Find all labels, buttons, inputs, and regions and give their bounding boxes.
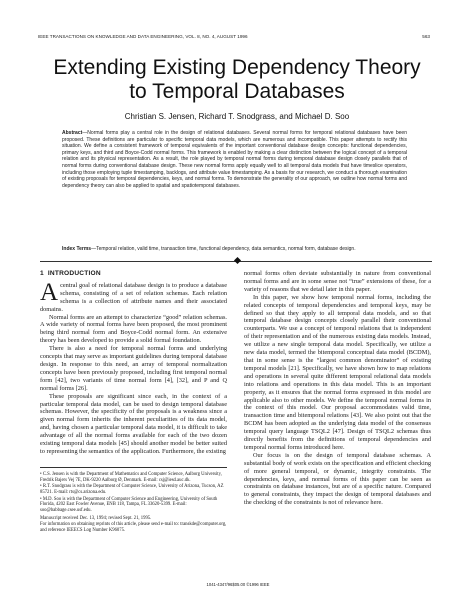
title-line-1: Extending Existing Dependency Theory (53, 56, 421, 79)
intro-paragraph-1 (40, 278, 227, 314)
manuscript-dates: Manuscript received Dec. 13, 1994; revised Sept. 21, 1995. (40, 515, 152, 521)
index-terms (62, 246, 407, 253)
index-terms-text: —Temporal relation, valid time, transaction time, functional dependency, data semantics, normal form, database design. (91, 246, 356, 252)
abstract-label: Abstract (62, 130, 83, 136)
section-number: 1 (40, 270, 44, 277)
page-number: 563 (422, 34, 430, 39)
footnote-jensen: • C.S. Jensen is with the Department of Mathematics and Computer Science, Aalborg University, Fredrik Bajers Vej 7E, DK-9220 Aalborg Ø, Denmark. E-mail: csj@iesd.auc.dk. (40, 472, 222, 483)
journal-header: IEEE TRANSACTIONS ON KNOWLEDGE AND DATA ENGINEERING, VOL. 8, NO. 4, AUGUST 1996 (38, 34, 248, 39)
section-title: INTRODUCTION (47, 270, 101, 277)
diamond-ornament-icon (234, 257, 241, 264)
right-column (244, 270, 431, 507)
copyright-code: 1041-4347/96$05.00 ©1996 IEEE (206, 582, 270, 587)
title-line-2: to Temporal Databases (129, 80, 345, 103)
author-footnotes (40, 467, 227, 535)
abstract-text: —Normal forms play a central role in the design of relational databases. Several normal forms for temporal relational databases have been proposed. These definitions are particular to specific temporal data models, which are numerous and incompatible. This paper attempts to rectify this situation. We define a consistent framework of temporal equivalents of the important conventional database design concepts: functional dependencies, primary keys, and third and Boyce-Codd normal forms. This framework is enabled by making a clear distinction between the logical concept of a temporal relation and its physical representation. As a result, the role played by temporal normal forms during temporal database design closely parallels that of normal forms during conventional database design. These new normal forms apply equally well to all temporal data models that have timeslice operators, including those employing tuple timestamping, backlogs, and attribute value timestamping. As a basis for our research, we conduct a thorough examination of existing proposals for temporal dependencies, keys, and normal forms. To demonstrate the generality of our approach, we outline how normal forms and dependency theory can also be applied to spatial and spatiotemporal databases. (62, 130, 407, 189)
right-paragraph-2: In this paper, we show how temporal normal forms, including the related concepts of temporal dependencies and temporal keys, may be defined so that they apply to all temporal data models, and so that temporal database design concepts closely parallel their conventional counterparts. We use a concept of temporal relations that is independent of their representation and of the numerous existing data models. Instead, we utilize a new single temporal data model. Specifically, we utilize a new data model, termed the bitemporal conceptual data model (BCDM), that in some sense is the “largest common denominator” of existing temporal models [21]. Specifically, we have shown how to map relations and operations in several quite different temporal relational data models into relations and operations in this data model. This is an important property, as it ensures that the normal forms expressed in this model are applicable also to other models. We define the temporal normal forms in the context of this model. Our proposal accommodates valid time, transaction time and bitemporal relations [43]. We also point out that the BCDM has been adopted as the underlying data model of the consensus temporal query language TSQL2 [47]. Design of TSQL2 schemas thus directly benefits from the definitions of temporal dependencies and temporal normal forms introduced here. (244, 293, 431, 451)
right-paragraph-3: Our focus is on the design of temporal database schemas. A substantial body of work exists on the specification and efficient checking of more general temporal, or dynamic, integrity constraints. The dependencies, keys, and normal forms of this paper can be seen as constraints on database instances, but are of a specific nature. Compared to general constraints, they impact the design of temporal databases and the checking of the constraints is not of relevance here. (244, 451, 431, 507)
author-list: Christian S. Jensen, Richard T. Snodgrass, and Michael D. Soo (124, 112, 350, 121)
paper-title (0, 56, 474, 104)
intro-paragraph-3: There is also a need for temporal normal forms and underlying concepts that may serve as important guidelines during temporal database design. In response to this need, an array of temporal normalization concepts have been previously proposed, including first temporal normal form [42], two variants of time normal form [4], [32], and P and Q normal forms [26]. (40, 345, 227, 392)
intro-paragraph-2: Normal forms are an attempt to characterize “good” relation schemas. A wide variety of normal forms have been proposed, the most prominent being third normal form and Boyce-Codd normal form. An extensive theory has been developed to provide a solid formal foundation. (40, 313, 227, 345)
reprints-note: For information on obtaining reprints of this article, please send e-mail to: transkde@computer.org, and reference IEEECS Log Number K96075. (40, 522, 227, 533)
right-paragraph-1: normal forms often deviate substantially in nature from conventional normal forms and are in some sense not “true” extensions of these, for a variety of reasons that we detail later in this paper. (244, 270, 431, 293)
footnote-snodgrass: • R.T. Snodgrass is with the Department of Computer Science, University of Arizona, Tucson, AZ 85721. E-mail: rts@cs.arizona.edu. (40, 484, 224, 495)
intro-paragraph-4: These proposals are significant since each, in the context of a particular temporal data model, can be used to design temporal database schemas. However, the specificity of the proposals is a weakness since a given normal form inherits the inherent peculiarities of its data model, and, having chosen a particular temporal data model, it is difficult to take advantage of all the normal forms available for each of the two dozen existing temporal data models [45] should another model be better suited to representing the semantics of the application. Furthermore, the existing (40, 392, 227, 455)
section-heading (40, 270, 227, 278)
abstract (62, 130, 407, 189)
drop-cap: A (40, 278, 59, 306)
intro-paragraph-1-text: central goal of relational database design is to produce a database schema, consisting of a set of relation schemas. Each relation schema is a collection of attribute names and their associated domains. (40, 281, 227, 313)
running-head (38, 34, 430, 39)
left-column (40, 270, 227, 456)
index-terms-label: Index Terms (62, 246, 92, 252)
footnote-soo: • M.D. Soo is with the Department of Computer Science and Engineering, University of South Florida, 4202 East Fowler Avenue, ENB 118, Tampa, FL 33620-5399. E-mail: soo@babbage.csee.usf.edu. (40, 496, 218, 513)
